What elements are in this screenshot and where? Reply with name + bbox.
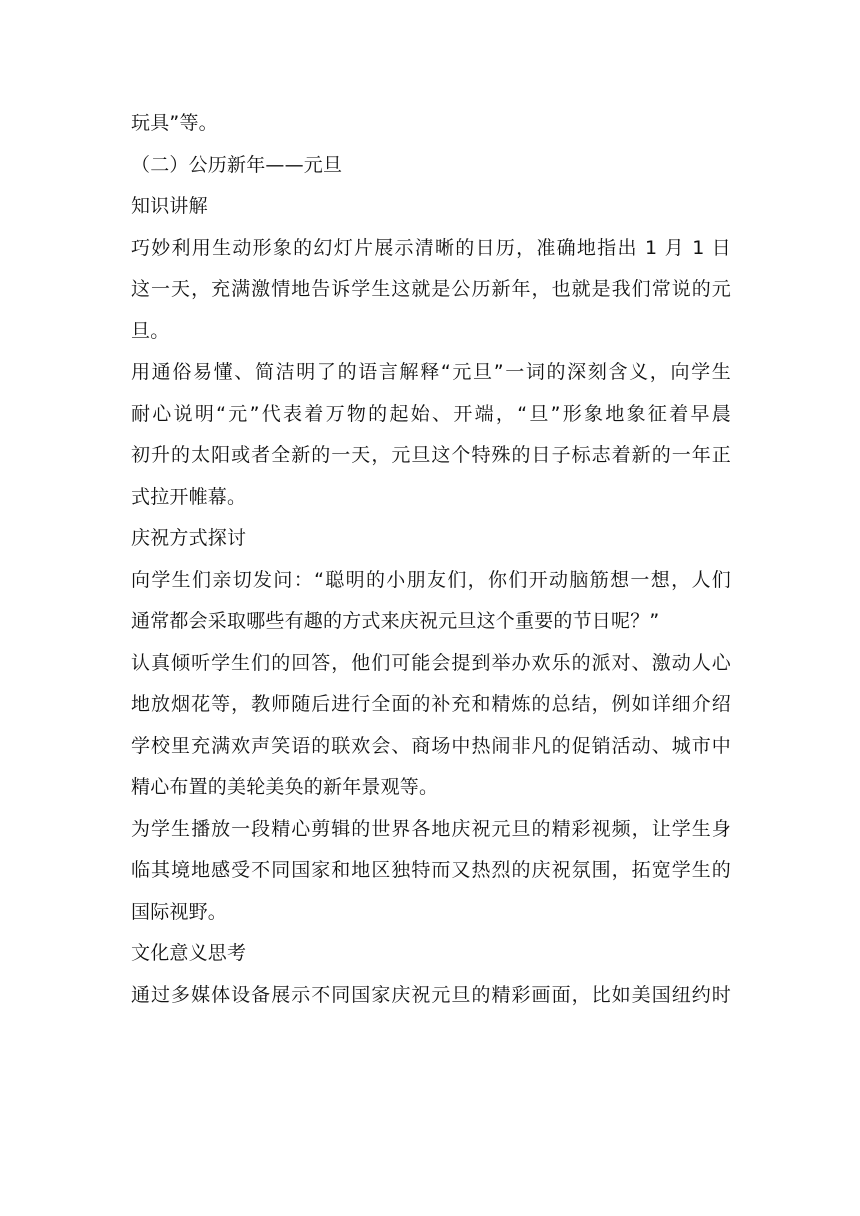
text-line: 认真倾听学生们的回答，他们可能会提到举办欢乐的派对、激动人心 — [131, 651, 731, 674]
text-line: 通过多媒体设备展示不同国家庆祝元旦的精彩画面，比如美国纽约时 — [131, 983, 731, 1006]
text-line: 精心布置的美轮美奂的新年景观等。 — [131, 776, 439, 798]
text-line: 国际视野。 — [131, 900, 228, 923]
text-line: 旦。 — [131, 319, 170, 342]
subheading-culture: 文化意义思考 — [131, 942, 247, 964]
document-body — [131, 110, 731, 1023]
text-line: 用通俗易懂、简洁明了的语言解释“元旦”一词的深刻含义，向学生 — [131, 361, 731, 383]
text-line: 耐心说明“元”代表着万物的起始、开端，“旦”形象地象征着早晨 — [131, 402, 731, 425]
text-line: 学校里充满欢声笑语的联欢会、商场中热闹非凡的促销活动、城市中 — [131, 734, 731, 757]
text-line: 向学生们亲切发问：“聪明的小朋友们，你们开动脑筋想一想，人们 — [131, 568, 731, 591]
text-line: 巧妙利用生动形象的幻灯片展示清晰的日历，准确地指出 1 月 1 日 — [131, 236, 731, 259]
subheading-knowledge: 知识讲解 — [131, 195, 208, 217]
text-line: 这一天，充满激情地告诉学生这就是公历新年，也就是我们常说的元 — [131, 278, 731, 300]
text-line: 式拉开帷幕。 — [131, 485, 247, 508]
text-line: 初升的太阳或者全新的一天，元旦这个特殊的日子标志着新的一年正 — [131, 444, 731, 466]
text-line: 为学生播放一段精心剪辑的世界各地庆祝元旦的精彩视频，让学生身 — [131, 817, 731, 840]
text-line: 临其境地感受不同国家和地区独特而又热烈的庆祝氛围，拓宽学生的 — [131, 859, 731, 881]
subheading-celebration: 庆祝方式探讨 — [131, 527, 247, 549]
section-heading: （二）公历新年——元旦 — [131, 153, 343, 176]
text-line: 通常都会采取哪些有趣的方式来庆祝元旦这个重要的节日呢？” — [131, 610, 660, 632]
text-line: 地放烟花等，教师随后进行全面的补充和精炼的总结，例如详细介绍 — [131, 693, 731, 715]
text-line: 玩具”等。 — [131, 112, 218, 134]
